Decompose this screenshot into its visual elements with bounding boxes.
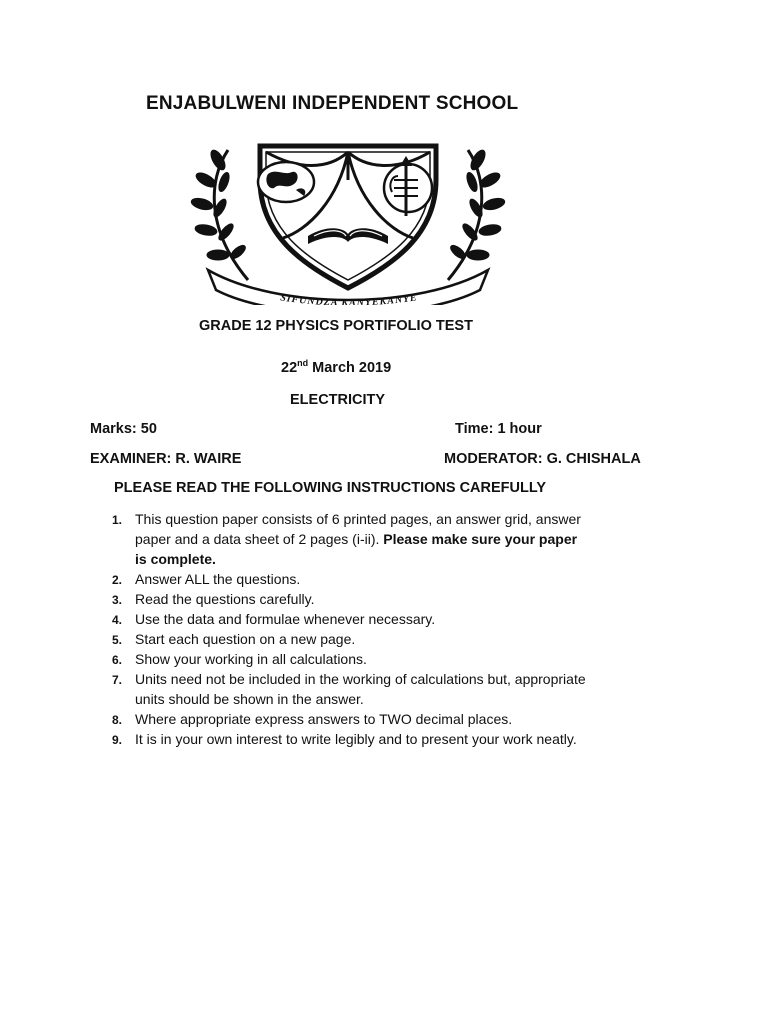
- date-day: 22: [281, 359, 298, 376]
- instruction-text: Start each question on a new page.: [135, 631, 356, 647]
- instruction-text: This question paper consists of 6 printed pages, an answer grid, answer paper and a data sheet of 2 pages (i-ii).: [135, 511, 581, 547]
- instruction-number: 2.: [112, 573, 123, 587]
- instruction-text: Use the data and formulae whenever necessary.: [135, 611, 436, 627]
- instruction-item: [108, 709, 588, 729]
- instruction-item: [108, 509, 588, 569]
- instruction-text: It is in your own interest to write legibly and to present your work neatly.: [135, 731, 577, 747]
- instructions-list: [108, 509, 588, 749]
- instruction-number: 9.: [112, 733, 123, 747]
- instruction-emphasis: Please make sure your paper is complete.: [135, 531, 578, 567]
- instruction-item: [108, 669, 588, 709]
- right-laurel-icon: [448, 148, 506, 280]
- instruction-text: Where appropriate express answers to TWO decimal places.: [135, 711, 513, 727]
- instruction-number: 1.: [112, 513, 123, 527]
- instruction-number: 7.: [112, 673, 123, 687]
- test-date: [281, 358, 391, 376]
- time-label: Time: 1 hour: [455, 421, 542, 437]
- instruction-item: [108, 729, 588, 749]
- instruction-item: [108, 609, 588, 629]
- instruction-number: 4.: [112, 613, 123, 627]
- instruction-item: [108, 569, 588, 589]
- instruction-item: [108, 589, 588, 609]
- test-topic: ELECTRICITY: [290, 392, 386, 408]
- instruction-text: Answer ALL the questions.: [135, 571, 301, 587]
- instruction-number: 3.: [112, 593, 123, 607]
- school-name: ENJABULWENI INDEPENDENT SCHOOL: [146, 93, 519, 114]
- svg-text:SIFUNDZA KANYEKANYE: [280, 292, 419, 305]
- date-suffix: nd: [297, 358, 309, 368]
- school-crest-logo: [188, 140, 508, 305]
- school-motto: SIFUNDZA KANYEKANYE: [279, 292, 419, 305]
- date-month-year: March 2019: [308, 359, 392, 376]
- instruction-text: Read the questions carefully.: [135, 591, 315, 607]
- left-laurel-icon: [190, 148, 248, 280]
- instruction-item: [108, 649, 588, 669]
- instruction-item: [108, 629, 588, 649]
- instruction-number: 5.: [112, 633, 123, 647]
- instruction-text: Units need not be included in the working of calculations but, appropriate units should be shown in the answer.: [135, 671, 586, 707]
- globe-icon: [258, 162, 314, 202]
- examiner-label: EXAMINER: R. WAIRE: [90, 451, 242, 467]
- instruction-number: 6.: [112, 653, 123, 667]
- instruction-number: 8.: [112, 713, 123, 727]
- moderator-label: MODERATOR: G. CHISHALA: [444, 451, 641, 467]
- instructions-heading: PLEASE READ THE FOLLOWING INSTRUCTIONS CAREFULLY: [114, 480, 547, 496]
- test-title: GRADE 12 PHYSICS PORTIFOLIO TEST: [199, 318, 473, 334]
- marks-label: Marks: 50: [90, 421, 157, 437]
- instruction-text: Show your working in all calculations.: [135, 651, 367, 667]
